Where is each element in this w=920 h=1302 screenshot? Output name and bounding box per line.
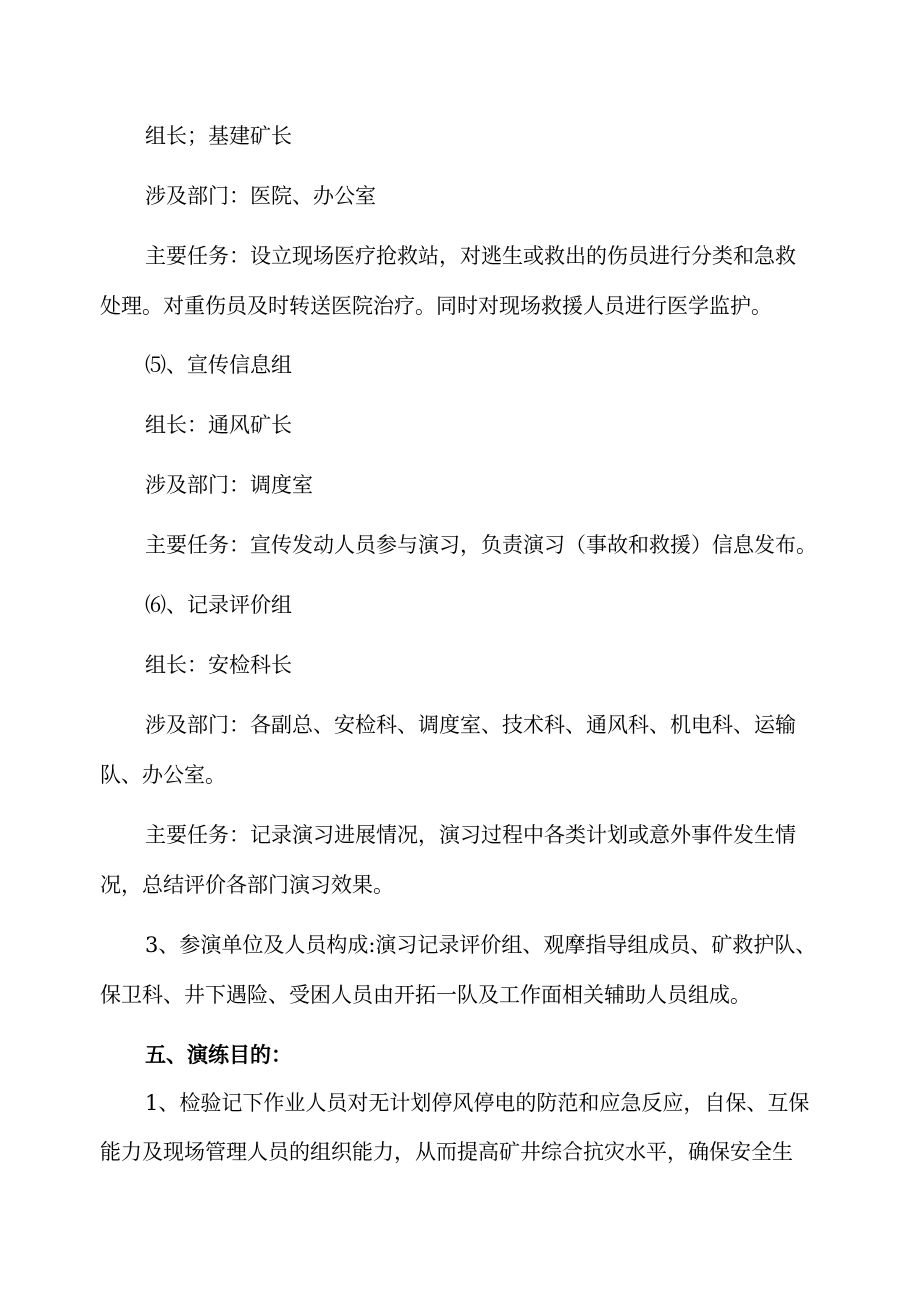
task-line: 主要任务：宣传发动人员参与演习，负责演习（事故和救援）信息发布。 (145, 533, 817, 557)
departments-line: 涉及部门：调度室 (145, 473, 313, 497)
purpose-paragraph-continued: 能力及现场管理人员的组织能力，从而提高矿井综合抗灾水平，确保安全生 (100, 1140, 793, 1164)
group-leader-line: 组长：安检科长 (145, 653, 292, 677)
purpose-paragraph: 1、检验记下作业人员对无计划停风停电的防范和应急反应，自保、互保 (145, 1091, 810, 1115)
task-line: 主要任务：记录演习进展情况，演习过程中各类计划或意外事件发生情 (145, 823, 796, 847)
section-heading-drill-purpose: 五、演练目的： (145, 1042, 292, 1067)
departments-line: 涉及部门：各副总、安检科、调度室、技术科、通风科、机电科、运输 (145, 713, 796, 737)
departments-line-continued: 队、办公室。 (100, 763, 226, 787)
section-heading-record-evaluation-group: ⑹、记录评价组 (145, 593, 292, 617)
group-leader-line: 组长；基建矿长 (145, 124, 292, 148)
departments-line: 涉及部门：医院、办公室 (145, 184, 376, 208)
participants-paragraph-continued: 保卫科、井下遇险、受困人员由开拓一队及工作面相关辅助人员组成。 (100, 983, 751, 1007)
group-leader-line: 组长：通风矿长 (145, 413, 292, 437)
participants-paragraph: 3、参演单位及人员构成:演习记录评价组、观摩指导组成员、矿救护队、 (145, 933, 817, 957)
task-line-continued: 况，总结评价各部门演习效果。 (100, 873, 394, 897)
section-heading-publicity-group: ⑸、宣传信息组 (145, 353, 292, 377)
task-line: 主要任务：设立现场医疗抢救站，对逃生或救出的伤员进行分类和急救 (145, 244, 796, 268)
task-line-continued: 处理。对重伤员及时转送医院治疗。同时对现场救援人员进行医学监护。 (100, 294, 772, 318)
